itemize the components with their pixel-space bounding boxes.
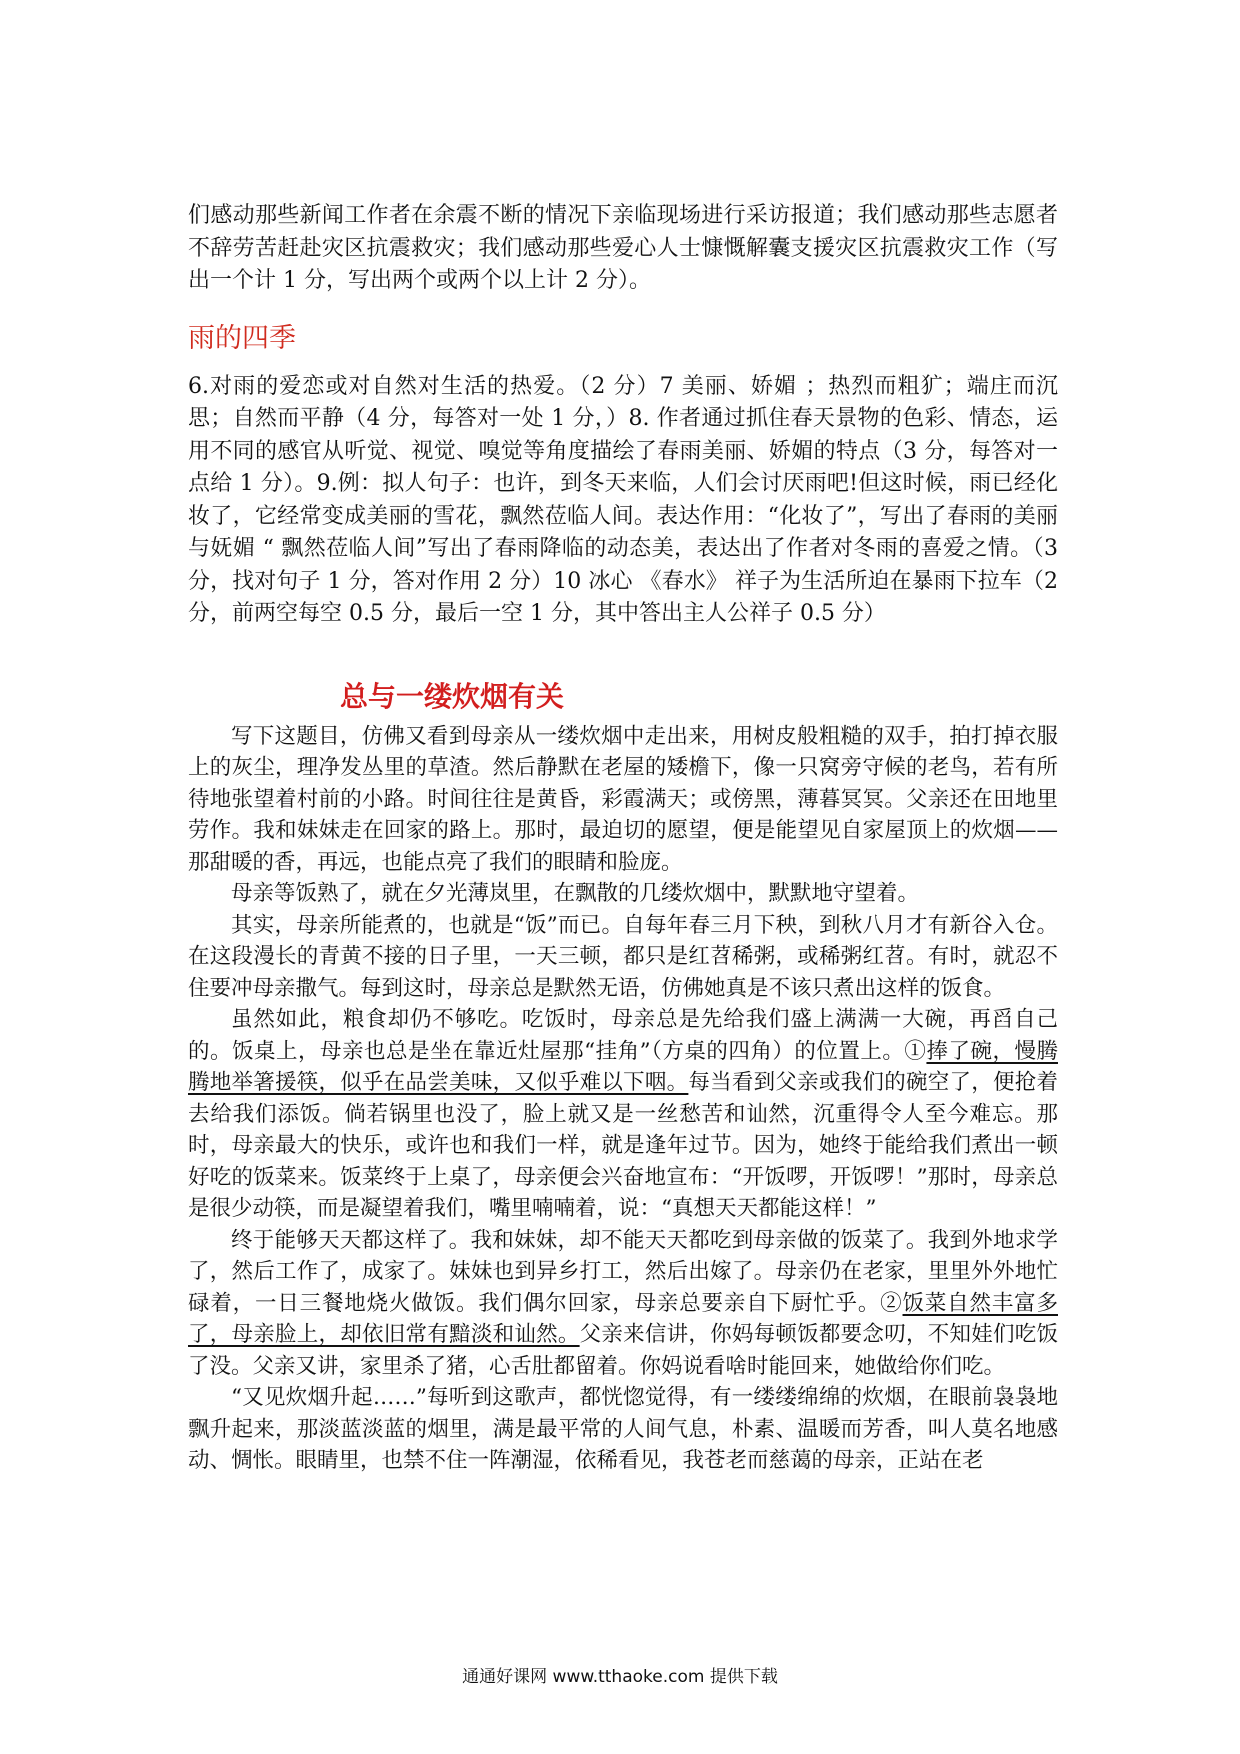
essay-p4-text-a: 虽然如此，粮食却仍不够吃。吃饭时，母亲总是先给我们盛上满满一大碗，再舀自己的。饭桌上，母亲也总是坐在靠近灶屋那“挂角”（方桌的四角）的位置上。① [188, 1007, 1058, 1064]
essay-paragraph-2: 母亲等饭熟了，就在夕光薄岚里，在飘散的几缕炊烟中，默默地守望着。 [231, 881, 920, 906]
essay-p5-text-b: 父亲来信讲，你妈每顿饭都要念叨，不知娃们吃饭了没。父亲又讲，家里杀了猪，心舌肚都留着。你妈说看啥时能回来，她做给你们吃。 [188, 1322, 1058, 1379]
section-title-cooking-smoke: 总与一缕炊烟有关 [340, 679, 565, 713]
essay-paragraph-1: 写下这题目，仿佛又看到母亲从一缕炊烟中走出来，用树皮般粗糙的双手，拍打掉衣服上的灰尘，理净发丛里的草渣。然后静默在老屋的矮檐下，像一只窝旁守候的老鸟，若有所待地张望着村前的小路。时间往往是黄昏，彩霞满天；或傍黑，薄暮冥冥。父亲还在田地里劳作。我和妹妹走在回家的路上。那时，最迫切的愿望，便是能望见自家屋顶上的炊烟——那甜暖的香，再远，也能点亮了我们的眼睛和脸庞。 [188, 723, 1058, 875]
page-footer: 通通好课网 www.tthaoke.com 提供下载 [462, 1667, 778, 1687]
essay-paragraph-4 [188, 1004, 1058, 1225]
document-body [188, 200, 1058, 1477]
section-title-rain-seasons: 雨的四季 [188, 322, 296, 354]
rain-seasons-answer: 6.对雨的爱恋或对自然对生活的热爱。（2 分）7 美丽、娇媚 ；热烈而粗犷；端庄而沉思；自然而平静（4 分，每答对一处 1 分，）8. 作者通过抓住春天景物的色彩、情态，运用不同的感官从听觉、视觉、嗅觉等角度描绘了春雨美丽、娇媚的特点（3 分，每答对一点给 1 分）。9.例：拟人句子：也许，到冬天来临，人们会讨厌雨吧!但这时候，雨已经化妆了，它经常变成美丽的雪花，飘然莅临人间。表达作用：“化妆了”，写出了春雨的美丽与妩媚 “ 飘然莅临人间”写出了春雨降临的动态美，表达出了作者对冬雨的喜爱之情。（3 分，找对句子 1 分，答对作用 2 分）10 冰心 《春水》 祥子为生活所迫在暴雨下拉车（2 分，前两空每空 0.5 分，最后一空 1 分，其中答出主人公祥子 0.5 分） [188, 373, 1058, 626]
essay-paragraph-3: 其实，母亲所能煮的，也就是“饭”而已。自每年春三月下秧，到秋八月才有新谷入仓。在这段漫长的青黄不接的日子里，一天三顿，都只是红苕稀粥，或稀粥红苕。有时，就忍不住要冲母亲撒气。每到这时，母亲总是默然无语，仿佛她真是不该只煮出这样的饭食。 [188, 912, 1058, 1001]
intro-paragraph: 们感动那些新闻工作者在余震不断的情况下亲临现场进行采访报道；我们感动那些志愿者不辞劳苦赶赴灾区抗震救灾；我们感动那些爱心人士慷慨解囊支援灾区抗震救灾工作（写出一个计 1 分，写出两个或两个以上计 2 分）。 [188, 203, 1058, 293]
essay-p4-text-b: 每当看到父亲或我们的碗空了，便抢着去给我们添饭。倘若锅里也没了，脸上就又是一丝愁苦和讪然，沉重得令人至今难忘。那时，母亲最大的快乐，或许也和我们一样，就是逢年过节。因为，她终于能给我们煮出一顿好吃的饭菜来。饭菜终于上桌了，母亲便会兴奋地宣布：“开饭啰，开饭啰！”那时，母亲总是很少动筷，而是凝望着我们，嘴里喃喃着，说：“真想天天都能这样！” [188, 1070, 1058, 1221]
essay-paragraph-6: “又见炊烟升起……”每听到这歌声，都恍惚觉得，有一缕缕绵绵的炊烟，在眼前袅袅地飘升起来，那淡蓝淡蓝的烟里，满是最平常的人间气息，朴素、温暖而芳香，叫人莫名地感动、惆怅。眼睛里，也禁不住一阵潮湿，依稀看见，我苍老而慈蔼的母亲，正站在老 [188, 1385, 1058, 1473]
underlined-sentence-2: 饭菜自然丰富多了，母亲脸上，却依旧常有黯淡和讪然。 [188, 1290, 1058, 1347]
underlined-sentence-1: 捧了碗，慢腾腾地举箸援筷，似乎在品尝美味，又似乎难以下咽。 [188, 1038, 1058, 1095]
essay-paragraph-5 [188, 1225, 1058, 1383]
essay-p5-text-a: 终于能够天天都这样了。我和妹妹，却不能天天都吃到母亲做的饭菜了。我到外地求学了，然后工作了，成家了。妹妹也到异乡打工，然后出嫁了。母亲仍在老家，里里外外地忙碌着，一日三餐地烧火做饭。我们偶尔回家，母亲总要亲自下厨忙乎。② [188, 1227, 1058, 1316]
